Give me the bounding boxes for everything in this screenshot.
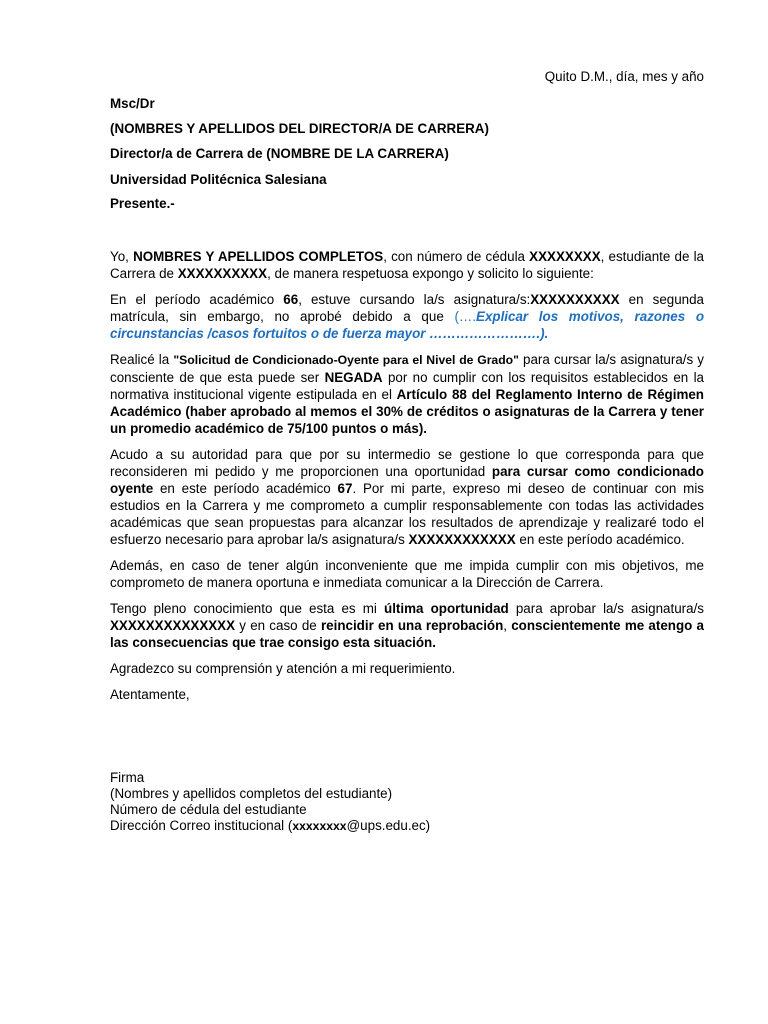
ultima-oportunidad: última oportunidad [384, 601, 509, 616]
recipient-name: (NOMBRES Y APELLIDOS DEL DIRECTOR/A DE CARRERA) [110, 121, 489, 136]
solicitud-name: "Solicitud de Condicionado-Oyente para el Nivel de Grado" [173, 353, 519, 367]
signature-block [110, 770, 430, 834]
closing: Atentamente, [110, 687, 190, 702]
text: Tengo pleno conocimiento que esta es mi [110, 601, 385, 616]
text: en este período académico. [515, 532, 685, 547]
career-name: (NOMBRE DE LA CARRERA) [262, 146, 449, 161]
explain-placeholder: Explicar los motivos, razones o circunstancias /casos fortuitos o de fuerza mayor ……………………. [110, 309, 704, 341]
cursar-oyente: para cursar como condicionado oyente [110, 464, 704, 496]
cedula: XXXXXXXX [529, 249, 601, 264]
role-text: Director/a de Carrera de [110, 146, 263, 161]
email-user: xxxxxxxx [292, 819, 347, 833]
text: , estuve cursando la/s asignatura/s: [298, 292, 531, 307]
negada: NEGADA [324, 370, 383, 385]
text: En el período académico [110, 292, 284, 307]
text: . Por mi parte, expreso mi deseo de continuar con mis estudios en la Carrera y me comprometo a cumplir responsablemente con todas las actividades académicas que sean propuestas para alcanzar los resultados de aprendizaje y realizaré todo el esfuerzo necesario para aprobar la/s asignatura/s [110, 481, 705, 547]
email-domain: @ups.edu.ec) [346, 818, 431, 833]
letter-body [110, 248, 704, 712]
student-name: NOMBRES Y APELLIDOS COMPLETOS [133, 249, 384, 264]
paragraph-1 [110, 248, 704, 282]
text: por no cumplir con los requisitos establecidos en la normativa institucional vigente estipulada en el [110, 370, 704, 402]
email-prefix: Dirección Correo institucional ( [110, 818, 293, 833]
text: Realicé la [110, 352, 174, 367]
periodo: 67 [337, 481, 353, 496]
consciente: conscientemente me atengo a las consecuencias que trae consigo esta situación. [110, 618, 704, 650]
periodo: 66 [283, 292, 299, 307]
asignatura: XXXXXXXXXXXX [408, 532, 516, 547]
articulo: Artículo 88 del Reglamento Interno de Régimen Académico (haber aprobado al memos el 30% de créditos o asignaturas de la Carrera y tener un promedio académico de 75/100 puntos o más). [110, 387, 704, 436]
recipient-title: Msc/Dr [110, 96, 155, 111]
firma: Firma [110, 770, 145, 785]
university-name: Universidad Politécnica Salesiana [110, 172, 327, 187]
recipient-role [110, 146, 449, 161]
text: en segunda matrícula, sin embargo, no aprobé debido a que [110, 292, 704, 324]
paragraph-2 [110, 291, 704, 342]
paragraph-5: Además, en caso de tener algún inconveniente que me impida cumplir con mis objetivos, me comprometo de manera oportuna e inmediata comunicar a la Dirección de Carrera. [110, 558, 704, 590]
text: , de manera respetuosa expongo y solicito lo siguiente: [267, 266, 594, 281]
text: para aprobar la/s asignatura/s [508, 601, 704, 616]
asignatura: XXXXXXXXXX [530, 292, 620, 307]
text: para cursar la/s asignatura/s y consciente de que esta puede ser [110, 352, 704, 385]
paren-close: ). [540, 326, 549, 341]
text: , [503, 618, 512, 633]
paragraph-6 [110, 600, 704, 651]
paragraph-7: Agradezco su comprensión y atención a mi requerimiento. [110, 661, 456, 676]
signature-email [110, 818, 430, 834]
text: en este período académico [153, 481, 338, 496]
text: , estudiante de la Carrera de [110, 249, 704, 281]
signature-names: (Nombres y apellidos completos del estudiante) [110, 786, 393, 801]
asignatura: XXXXXXXXXXXXXX [110, 618, 236, 633]
reincidir: reincidir en una reprobación [320, 618, 504, 633]
signature-cedula: Número de cédula del estudiante [110, 802, 307, 817]
text: Yo, [110, 249, 134, 264]
date-line: Quito D.M., día, mes y año [544, 69, 704, 84]
text: , con número de cédula [383, 249, 530, 264]
paragraph-3 [110, 351, 704, 437]
paragraph-4 [110, 446, 704, 548]
paren-open: (…. [454, 309, 477, 324]
presente: Presente.- [110, 196, 175, 211]
text: y en caso de [235, 618, 321, 633]
carrera: XXXXXXXXXX [177, 266, 268, 281]
text: Acudo a su autoridad para que por su intermedio se gestione lo que corresponda para que reconsideren mi pedido y me proporcionen una oportunidad [110, 447, 704, 479]
